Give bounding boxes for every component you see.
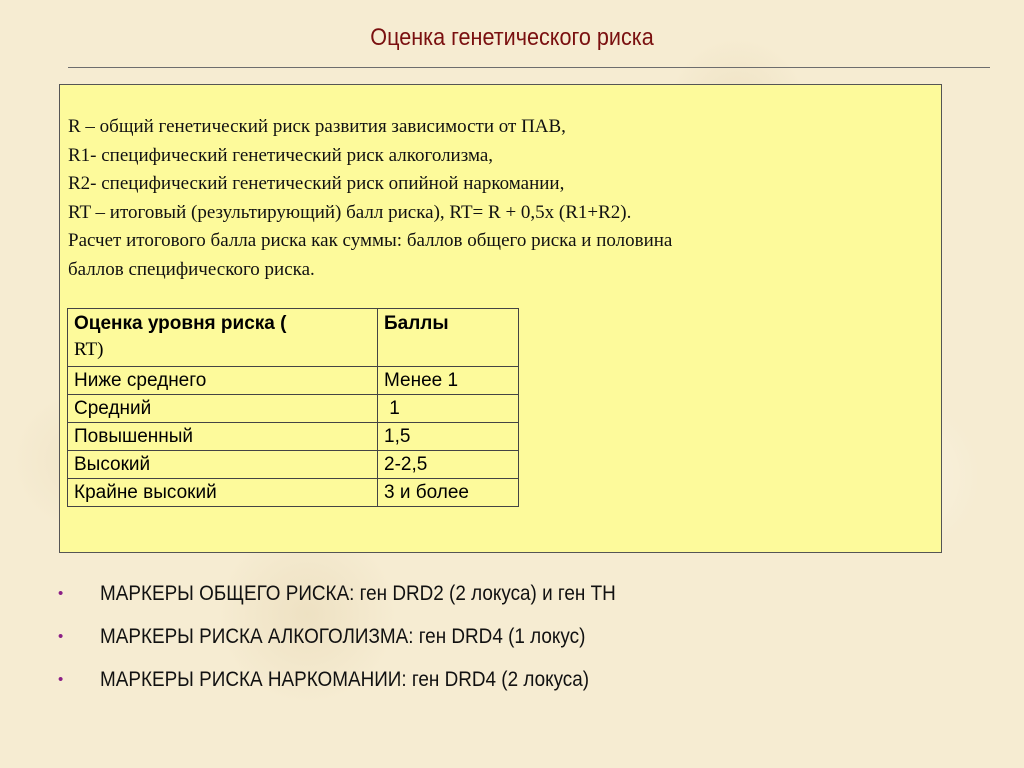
definition-line: R1- специфический генетический риск алкоголизма, xyxy=(68,144,494,166)
risk-level-cell: Повышенный xyxy=(68,423,378,451)
info-box xyxy=(59,84,942,553)
definition-line: R – общий генетический риск развития зависимости от ПАВ, xyxy=(68,116,566,137)
table-row xyxy=(68,451,519,479)
score-cell: 3 и более xyxy=(378,479,519,507)
header-score: Баллы xyxy=(378,309,519,367)
score-cell: 1,5 xyxy=(378,423,519,451)
table-row xyxy=(68,423,519,451)
score-cell: 1 xyxy=(378,395,519,423)
title-divider xyxy=(68,67,990,68)
table-row xyxy=(68,479,519,507)
marker-text: МАРКЕРЫ РИСКА НАРКОМАНИИ: ген DRD4 (2 локуса) xyxy=(100,668,590,691)
definition-line: баллов специфического риска. xyxy=(68,258,315,280)
score-cell: 2-2,5 xyxy=(378,451,519,479)
definition-line: RT – итоговый (результирующий) балл риска), RT= R + 0,5х (R1+R2). xyxy=(68,201,632,223)
risk-level-cell: Высокий xyxy=(68,451,378,479)
risk-level-table xyxy=(67,308,519,507)
bullet-icon: • xyxy=(58,628,64,645)
table-header-row xyxy=(68,309,519,367)
definition-line: R2- специфический генетический риск опийной наркомании, xyxy=(68,173,565,194)
table-row xyxy=(68,395,519,423)
bullet-icon: • xyxy=(58,585,64,602)
marker-text: МАРКЕРЫ ОБЩЕГО РИСКА: ген DRD2 (2 локуса) и ген ТН xyxy=(100,582,616,605)
bullet-icon: • xyxy=(58,671,64,688)
header-risk-level xyxy=(68,309,378,367)
score-cell: Менее 1 xyxy=(378,367,519,395)
risk-level-cell: Крайне высокий xyxy=(68,479,378,507)
header-rt-abbr: RT) xyxy=(74,339,104,360)
marker-text: МАРКЕРЫ РИСКА АЛКОГОЛИЗМА: ген DRD4 (1 локус) xyxy=(100,625,586,648)
definition-line: Расчет итогового балла риска как суммы: баллов общего риска и половина xyxy=(68,230,673,251)
header-risk-level-text: Оценка уровня риска ( xyxy=(74,313,287,334)
risk-level-cell: Ниже среднего xyxy=(68,367,378,395)
risk-level-cell: Средний xyxy=(68,395,378,423)
definitions-text xyxy=(68,113,928,284)
slide-title: Оценка генетического риска xyxy=(370,24,654,51)
table-row xyxy=(68,367,519,395)
